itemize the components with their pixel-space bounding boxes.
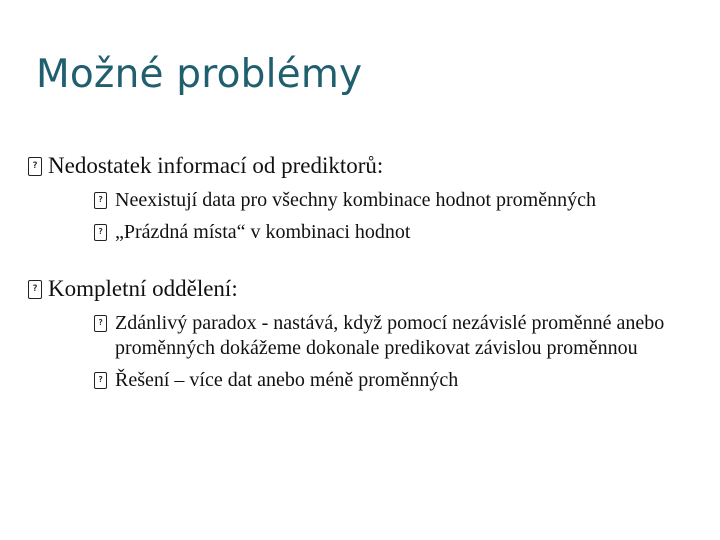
missing-glyph-bullet-icon: ?: [94, 315, 107, 332]
bullet-item-nedostatek: [28, 152, 688, 245]
missing-glyph-bullet-icon: ?: [94, 192, 107, 209]
sub-bullet-item: [94, 368, 688, 393]
sub-bullet-item: [94, 188, 688, 213]
slide-content: [28, 152, 688, 393]
sub-bullet-text: Zdánlivý paradox - nastává, když pomocí nezávislé proměnné anebo proměnných dokážeme dokonale predikovat závislou proměnnou: [115, 312, 665, 359]
missing-glyph-bullet-icon: ?: [28, 280, 42, 299]
sub-bullet-text: „Prázdná místa“ v kombinaci hodnot: [115, 221, 411, 243]
sub-bullet-list: [48, 311, 688, 393]
sub-bullet-item: [94, 311, 688, 361]
missing-glyph-bullet-icon: ?: [28, 157, 42, 176]
bullet-item-kompletni-oddeleni: [28, 275, 688, 393]
sub-bullet-text: Řešení – více dat anebo méně proměnných: [115, 369, 459, 391]
sub-bullet-item: [94, 220, 688, 245]
sub-bullet-text: Neexistují data pro všechny kombinace hodnot proměnných: [115, 189, 596, 211]
sub-bullet-list: [48, 188, 688, 245]
missing-glyph-bullet-icon: ?: [94, 224, 107, 241]
slide-title: Možné problémy: [36, 52, 363, 97]
bullet-text: Nedostatek informací od prediktorů:: [48, 153, 384, 178]
missing-glyph-bullet-icon: ?: [94, 372, 107, 389]
bullet-text: Kompletní oddělení:: [48, 276, 238, 301]
